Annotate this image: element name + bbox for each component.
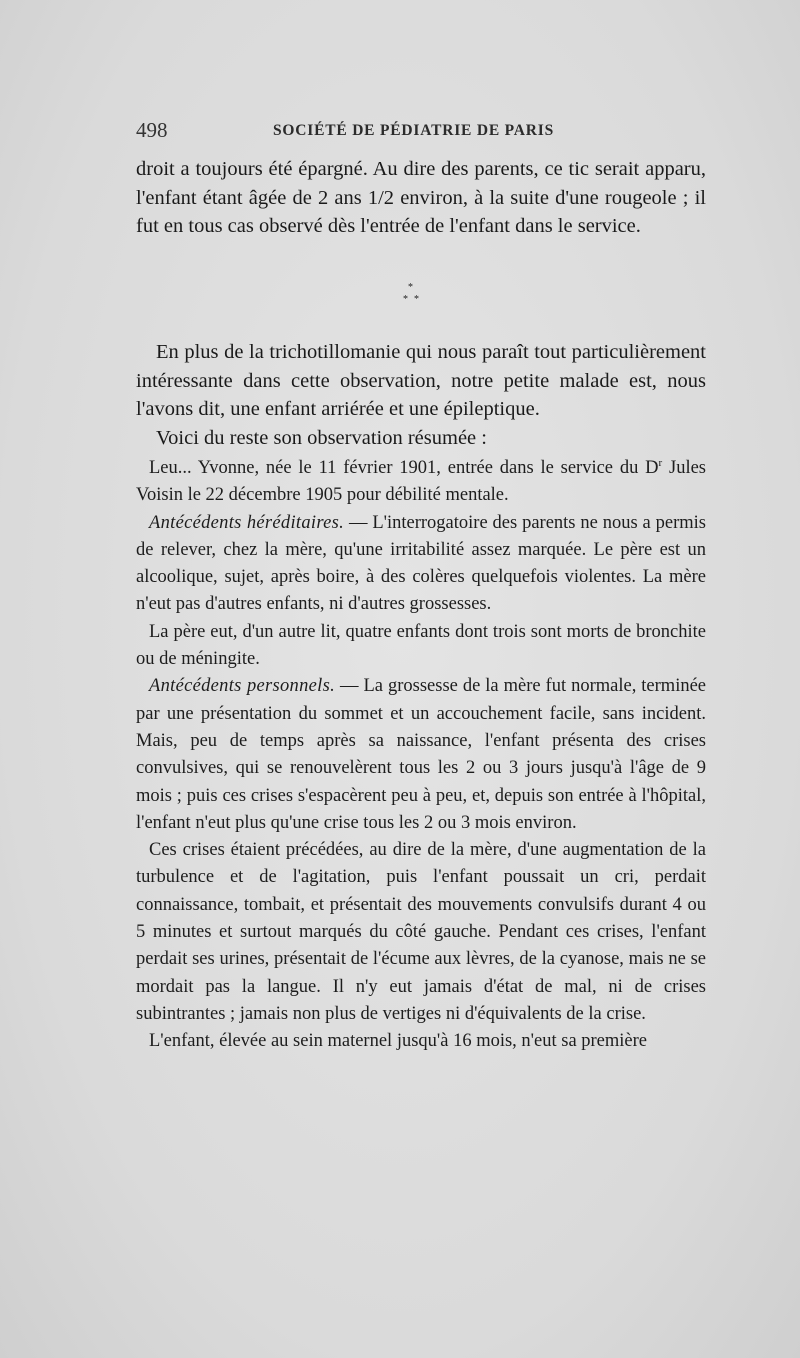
case-report bbox=[136, 455, 706, 1056]
personal-text: — La grossesse de la mère fut normale, terminée par une présentation du sommet et un accouchement facile, sans incident. Mais, peu de temps après sa naissance, l'enfant présenta des crises convulsives, qui se renouvelèrent tous les 2 ou 3 jours jusqu'à l'âge de 9 mois ; puis ces crises s'espacèrent peu à peu, et, depuis son entrée à l'hôpital, l'enfant n'eut plus qu'une crise tous les 2 ou 3 mois environ. bbox=[136, 676, 707, 833]
case-intro bbox=[136, 455, 706, 510]
asterism-separator bbox=[398, 283, 438, 313]
page-number: 498 bbox=[136, 118, 168, 142]
main-text-block bbox=[136, 338, 706, 452]
seizures-description: Ces crises étaient précédées, au dire de la mère, d'une augmentation de la turbulence et de l'agitation, puis l'enfant poussait un cri, perdait connaissance, tombait, et présentait des mouvements convulsifs durant 4 ou 5 minutes et surtout marqués du côté gauche. Pendant ces crises, l'enfant perdait ses urines, présentait de l'écume aux lèvres, de la cyanose, mais ne se mordait pas la langue. Il n'y eut jamais d'état de mal, ni de crises subintrantes ; jamais non plus de vertiges ni d'équivalents de la crise. bbox=[136, 840, 706, 1024]
paragraph-continued bbox=[136, 155, 706, 241]
running-title: SOCIÉTÉ DE PÉDIATRIE DE PARIS bbox=[273, 122, 555, 139]
hereditary-history bbox=[136, 510, 706, 619]
personal-history bbox=[136, 673, 706, 837]
paragraph-3: Voici du reste son observation résumée : bbox=[156, 426, 487, 449]
hereditary-text: — L'interrogatoire des parents ne nous a permis de relever, chez la mère, qu'une irritabilité assez marquée. Le père est un alcoolique, sujet, après boire, à des colères quelquefois violentes. La mère n'eut pas d'autres enfants, ni d'autres grossesses. bbox=[136, 512, 706, 615]
asterism-star: * bbox=[408, 282, 413, 293]
paragraph-2: En plus de la trichotillomanie qui nous paraît tout particulièrement intéressante dans cette observation, notre petite malade est, nous l'avons dit, une enfant arriérée et une épileptique. bbox=[136, 341, 706, 420]
case-intro-b: Jules Voisin le 22 décembre 1905 pour débilité mentale. bbox=[136, 458, 707, 506]
paragraph-1: droit a toujours été épargné. Au dire des parents, ce tic serait apparu, l'enfant étant âgée de 2 ans 1/2 environ, à la suite d'une rougeole ; il fut en tous cas observé dès l'entrée de l'enfant dans le service. bbox=[136, 158, 706, 237]
personal-label: Antécédents personnels. bbox=[149, 676, 336, 697]
case-intro-a: Leu... Yvonne, née le 11 février 1901, entrée dans le service du D bbox=[149, 458, 659, 478]
asterism-star: * bbox=[403, 294, 408, 305]
hereditary-history-2: La père eut, d'un autre lit, quatre enfants dont trois sont morts de bronchite ou de méningite. bbox=[136, 621, 706, 670]
asterism-star: * bbox=[414, 294, 419, 305]
case-intro-sup: r bbox=[658, 456, 663, 469]
last-line: L'enfant, élevée au sein maternel jusqu'à 16 mois, n'eut sa première bbox=[149, 1031, 648, 1052]
hereditary-label: Antécédents héréditaires. bbox=[149, 512, 345, 533]
page-header bbox=[136, 118, 706, 146]
